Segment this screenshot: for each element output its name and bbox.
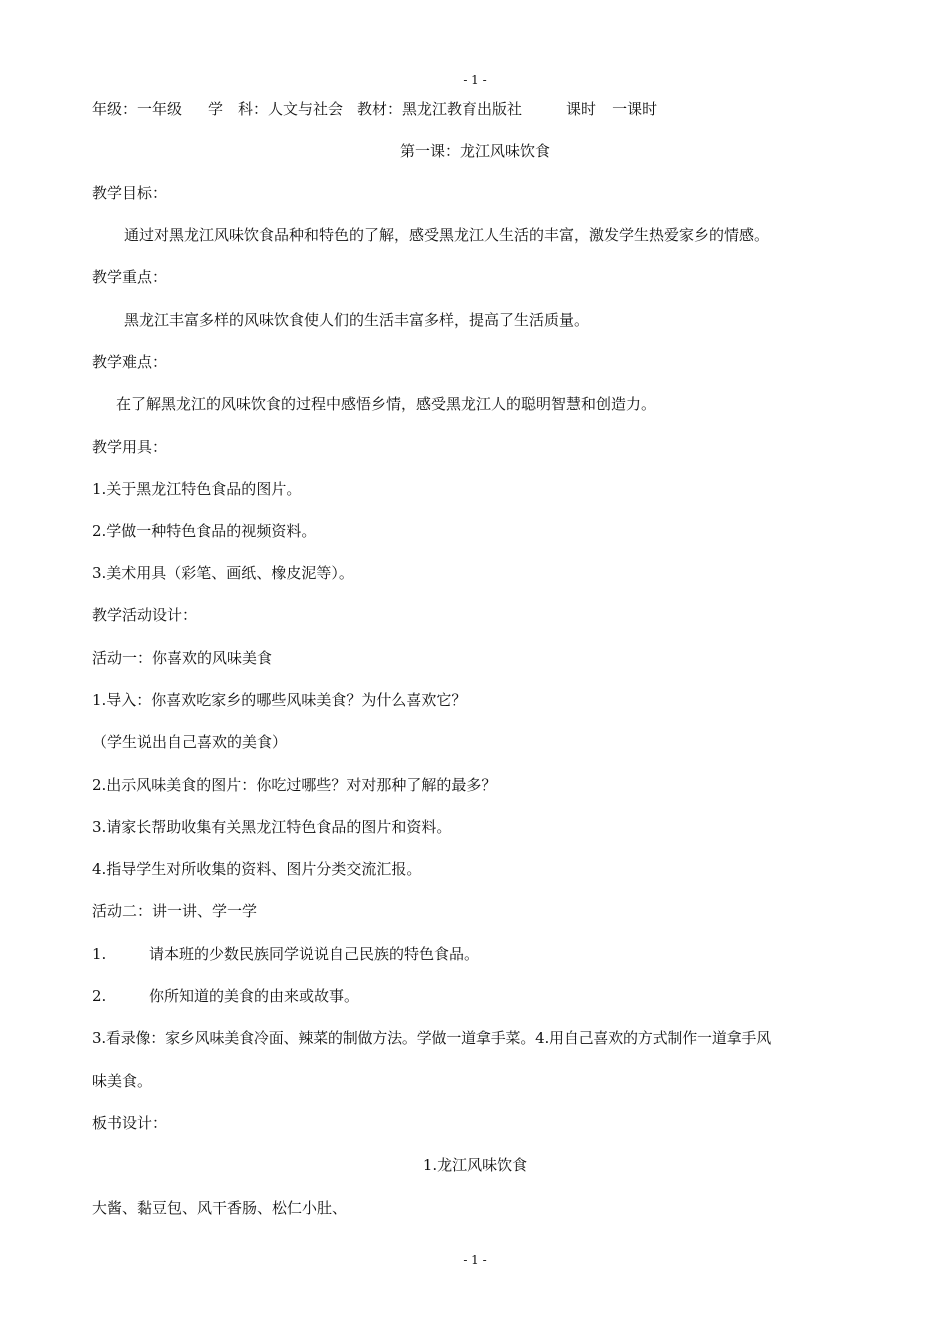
key-heading: 教学重点： [92, 268, 168, 286]
tools-heading: 教学用具： [92, 438, 168, 456]
activity2-item-three: 3.看录像：家乡风味美食冷面、辣菜的制做方法。学做一道拿手菜。4.用自己喜欢的方式制作一道拿手风 [92, 1029, 772, 1047]
grade-label: 年级：一年级 [92, 100, 183, 118]
difficulty-heading: 教学难点： [92, 353, 168, 371]
lesson-title: 第一课：龙江风味饮食 [399, 142, 550, 160]
activity2-item-three-continued: 味美食。 [92, 1072, 153, 1090]
key-text: 黑龙江丰富多样的风味饮食使人们的生活丰富多样，提高了生活质量。 [124, 311, 590, 329]
activity1-item: （学生说出自己喜欢的美食） [92, 733, 288, 751]
header-row [92, 99, 657, 119]
goal-text: 通过对黑龙江风味饮食品种和特色的了解，感受黑龙江人生活的丰富，激发学生热爱家乡的情感。 [124, 226, 770, 244]
activity1-item: 2.出示风味美食的图片：你吃过哪些？对对那种了解的最多？ [92, 776, 497, 794]
page-number-top: - 1 - [463, 73, 487, 87]
activity1-item: 3.请家长帮助收集有关黑龙江特色食品的图片和资料。 [92, 818, 452, 836]
board-title: 1.龙江风味饮食 [422, 1156, 528, 1174]
activity2-item-text: 你所知道的美食的由来或故事。 [149, 987, 360, 1005]
subject-label: 学 科：人文与社会 [208, 100, 344, 118]
tools-item: 3.美术用具（彩笔、画纸、橡皮泥等）。 [92, 564, 354, 582]
activity1-item: 1.导入：你喜欢吃家乡的哪些风味美食？为什么喜欢它？ [92, 691, 467, 709]
activity1-item: 4.指导学生对所收集的资料、图片分类交流汇报。 [92, 860, 422, 878]
period-label: 课时 [566, 100, 597, 118]
difficulty-text: 在了解黑龙江的风味饮食的过程中感悟乡情，感受黑龙江人的聪明智慧和创造力。 [116, 395, 657, 413]
activity-design-heading: 教学活动设计： [92, 606, 198, 624]
activity2-item-number: 1. [92, 945, 107, 963]
tools-item: 2.学做一种特色食品的视频资料。 [92, 522, 317, 540]
page-number-bottom: - 1 - [463, 1253, 487, 1267]
activity2-item-text: 请本班的少数民族同学说说自己民族的特色食品。 [149, 945, 480, 963]
goal-heading: 教学目标： [92, 184, 168, 202]
board-heading: 板书设计： [92, 1114, 168, 1132]
period-value: 一课时 [612, 100, 658, 118]
board-items: 大酱、黏豆包、风干香肠、松仁小肚、 [92, 1199, 348, 1217]
textbook-label: 教材：黑龙江教育出版社 [357, 100, 523, 118]
activity2-heading: 活动二：讲一讲、学一学 [92, 902, 258, 920]
activity2-item-number: 2. [92, 987, 107, 1005]
activity1-heading: 活动一：你喜欢的风味美食 [92, 649, 273, 667]
tools-item: 1.关于黑龙江特色食品的图片。 [92, 480, 302, 498]
